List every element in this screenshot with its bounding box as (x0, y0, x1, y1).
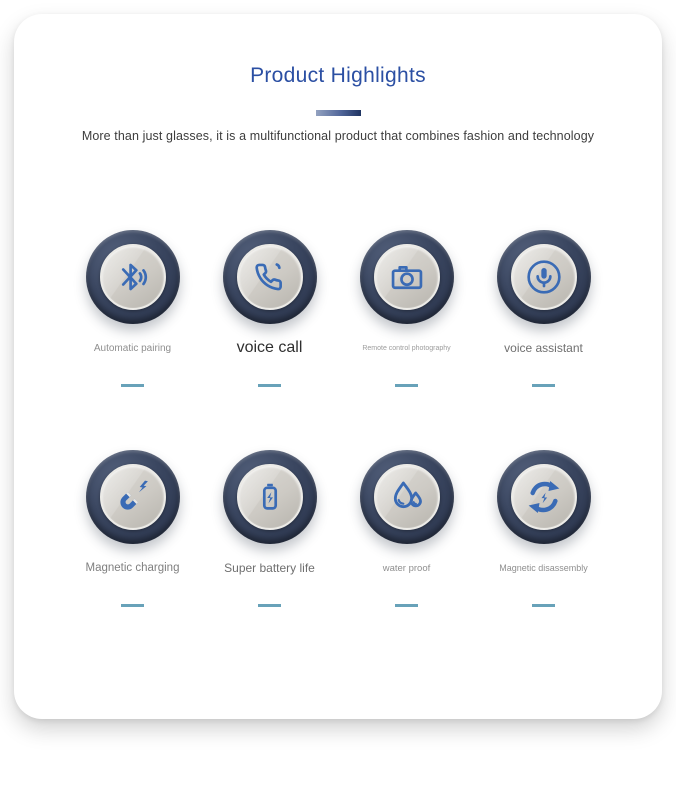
feature-label: Magnetic disassembly (499, 563, 588, 573)
feature-super-battery-life (223, 450, 317, 607)
feature-remote-control-photography (360, 230, 454, 387)
feature-water-proof (360, 450, 454, 607)
feature-badge (223, 230, 317, 324)
underline-dash (532, 604, 555, 607)
feature-badge (360, 450, 454, 544)
feature-magnetic-charging (86, 450, 180, 607)
underline-dash (395, 604, 418, 607)
feature-magnetic-disassembly (497, 450, 591, 607)
feature-badge (223, 450, 317, 544)
magnet-bolt-icon (114, 478, 152, 516)
feature-badge (360, 230, 454, 324)
page-title: Product Highlights (250, 64, 426, 87)
feature-badge (497, 230, 591, 324)
underline-dash (532, 384, 555, 387)
feature-label: Super battery life (224, 561, 315, 575)
page-subtitle: More than just glasses, it is a multifunctional product that combines fashion and technology (81, 129, 595, 143)
feature-badge (497, 450, 591, 544)
microphone-icon (524, 257, 564, 297)
feature-label: Automatic pairing (93, 342, 172, 354)
underline-dash (395, 384, 418, 387)
feature-label: voice call (236, 339, 303, 356)
feature-automatic-pairing (86, 230, 180, 387)
battery-bolt-icon (251, 478, 289, 516)
feature-voice-call (223, 230, 317, 387)
feature-label: Magnetic charging (85, 562, 180, 574)
feature-label: Remote control photography (362, 344, 451, 352)
underline-dash (121, 384, 144, 387)
camera-icon (388, 258, 426, 296)
bluetooth-icon (115, 259, 151, 295)
cycle-arrows-icon (524, 477, 564, 517)
highlights-card (14, 14, 662, 719)
phone-handset-icon (253, 260, 287, 294)
feature-label: water proof (382, 562, 431, 574)
feature-badge (86, 450, 180, 544)
feature-badge (86, 230, 180, 324)
features-grid (64, 230, 612, 607)
water-drops-icon (387, 477, 427, 517)
underline-dash (258, 604, 281, 607)
feature-label: voice assistant (504, 341, 583, 355)
title-divider-bar (316, 110, 361, 116)
feature-voice-assistant (497, 230, 591, 387)
underline-dash (121, 604, 144, 607)
underline-dash (258, 384, 281, 387)
